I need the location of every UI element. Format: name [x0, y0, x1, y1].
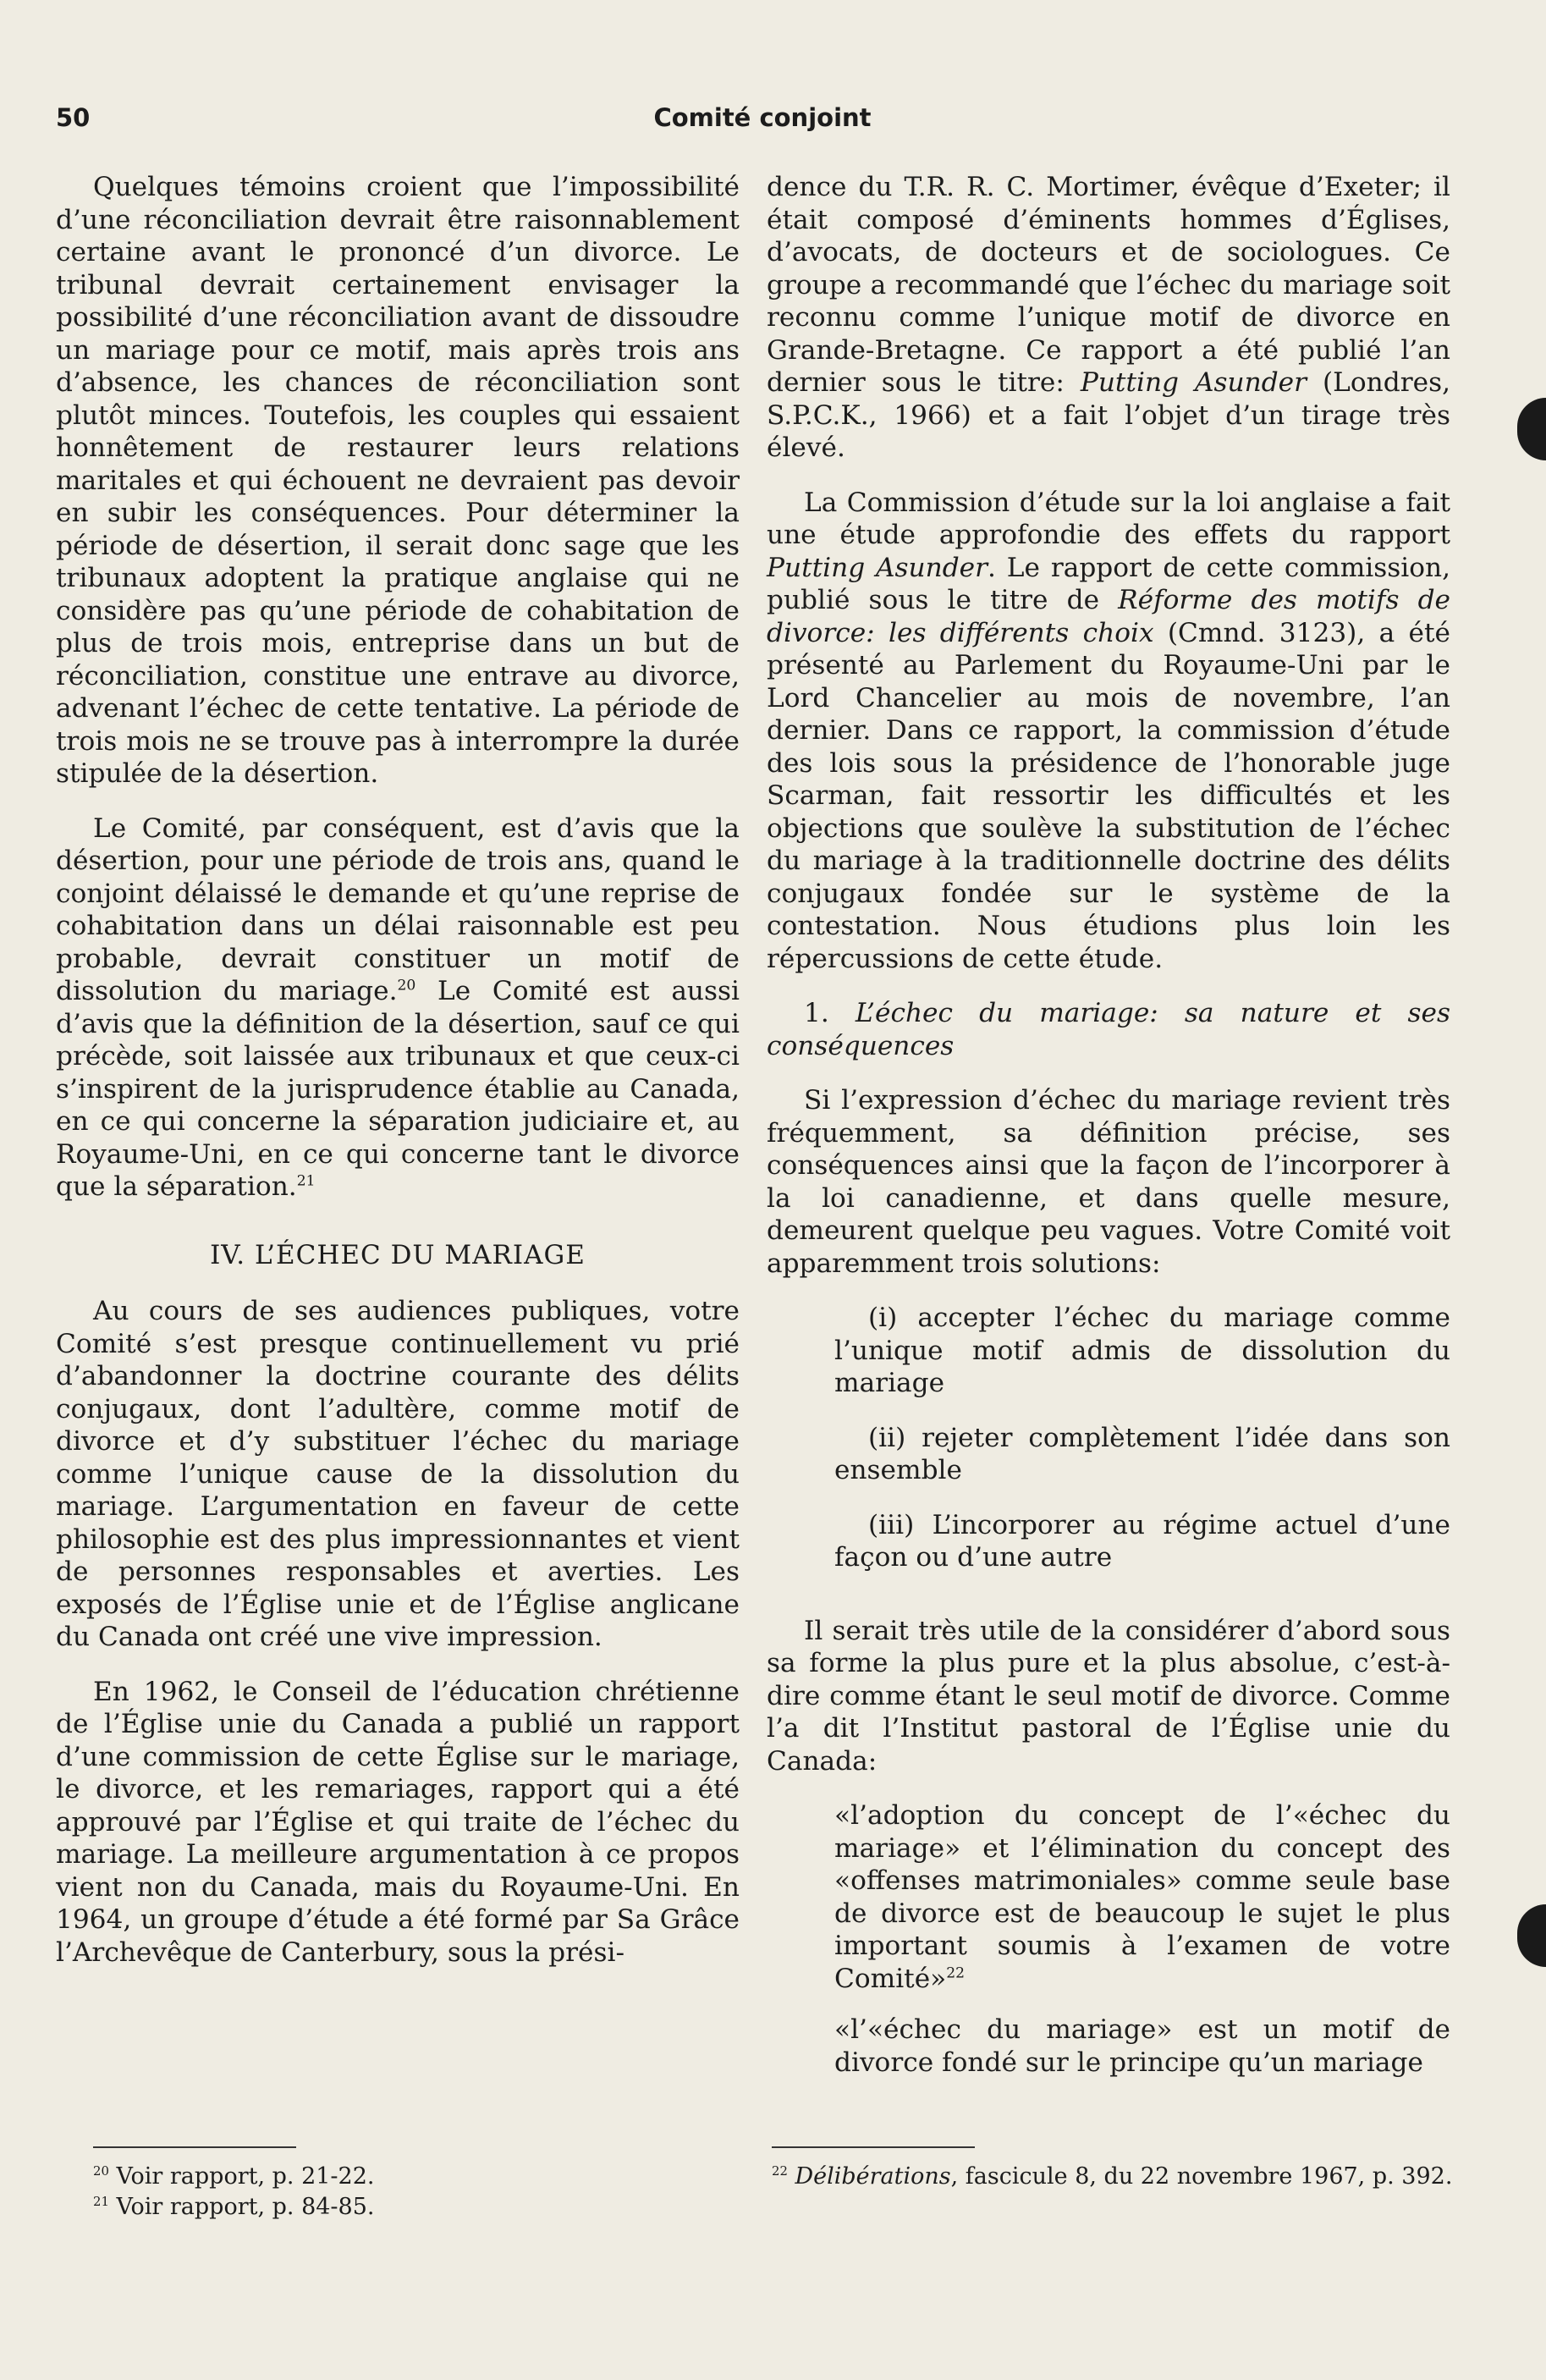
title-italic: Réforme des motifs de divorce: les différents choix [767, 585, 1450, 648]
paragraph: Quelques témoins croient que l’impossibilité d’une réconciliation devrait être raisonnablement certaine avant le prononcé d’un divorce. Le tribunal devrait certainement envisager la possibilité d’une réconciliation avant de dissoudre un mariage pour ce motif, mais après trois ans d’absence, les chances de réconciliation sont plutôt minces. Toutefois, les couples qui essaient honnêtement de restaurer leurs relations maritales et qui échouent ne devraient pas devoir en subir les conséquences. Pour déterminer la période de désertion, il serait donc sage que les tribunaux adoptent la pratique anglaise qui ne considère pas qu’une période de cohabitation de plus de trois mois, entreprise dans un but de réconciliation, constitue une entrave au divorce, advenant l’échec de cette tentative. La période de trois mois ne se trouve pas à interrompre la durée stipulée de la désertion. [56, 172, 740, 789]
paragraph [767, 487, 1450, 976]
paragraph: Il serait très utile de la considérer d’abord sous sa forme la plus pure et la plus absolue, c’est-à-dire comme étant le seul motif de divorce. Comme l’a dit l’Institut pastoral de l’Église unie du Canada: [767, 1615, 1450, 1777]
paragraph [56, 813, 740, 1204]
paragraph-text: (Cmnd. 3123), a été présenté au Parlement du Royaume-Uni par le Lord Chancelier au mois de novembre, l’an dernier. Dans ce rapport, la commission d’étude des lois sous la présidence de l’honorable juge Scarman, fait ressortir les difficultés et les objections que soulève la substitution de l’échec du mariage à la traditionnelle doctrine des délits conjugaux fondée sur le système de la contestation. Nous étudions plus loin les répercussions de cette étude. [767, 617, 1450, 974]
paragraph-text: (Londres, S.P.C.K., 1966) et a fait l’objet d’un tirage très élevé. [767, 367, 1450, 463]
footnotes-right [772, 2162, 1466, 2192]
paragraph-text: . Le rapport de cette commission, publié sous le titre de [767, 552, 1450, 615]
footnote-text: Voir rapport, p. 84-85. [108, 2194, 375, 2220]
left-column [56, 171, 740, 1991]
footnote-number: 22 [772, 2163, 788, 2179]
subsection-heading [767, 997, 1450, 1062]
page-number: 50 [56, 103, 91, 132]
running-title: Comité conjoint [653, 103, 872, 132]
paragraph-text: dence du T.R. R. C. Mortimer, évêque d’Exeter; il était composé d’éminents hommes d’Églises, d’avocats, de docteurs et de sociologues. Ce groupe a recommandé que l’échec du mariage soit reconnu comme l’unique motif de divorce en Grande-Bretagne. Ce rapport a été publié l’an dernier sous le titre: [767, 172, 1450, 398]
list-item: (i) accepter l’échec du mariage comme l’unique motif admis de dissolution du mariage [834, 1303, 1450, 1398]
paragraph: Au cours de ses audiences publiques, votre Comité s’est presque continuellement vu prié d’abandonner la doctrine courante des délits conjugaux, dont l’adultère, comme motif de divorce et d’y substituer l’échec du mariage comme l’unique cause de la dissolution du mariage. L’argumentation en faveur de cette philosophie est des plus impressionnantes et vient de personnes responsables et averties. Les exposés de l’Église unie et de l’Église anglicane du Canada ont créé une vive impression. [56, 1296, 740, 1652]
list-item: (ii) rejeter complètement l’idée dans son ensemble [834, 1422, 1450, 1485]
subsection-number: 1. [804, 998, 856, 1028]
footnote [772, 2162, 1466, 2192]
title-italic: Putting Asunder [767, 552, 988, 583]
footnote-text: , fascicule 8, du 22 novembre 1967, p. 392. [950, 2163, 1453, 2190]
title-italic: Putting Asunder [1080, 367, 1307, 398]
subsection-title: L’échec du mariage: sa nature et ses conséquences [767, 998, 1450, 1061]
footnote [93, 2192, 702, 2223]
footnote-divider [772, 2146, 975, 2148]
footnote-ref: 20 [397, 977, 416, 994]
paragraph: En 1962, le Conseil de l’éducation chrétienne de l’Église unie du Canada a publié un rapport d’une commission de cette Église sur le mariage, le divorce, et les remariages, rapport qui a été approuvé par l’Église et qui traite de l’échec du mariage. La meilleure argumentation à ce propos vient non du Canada, mais du Royaume-Uni. En 1964, un groupe d’étude a été formé par Sa Grâce l’Archevêque de Canterbury, sous la prési- [56, 1676, 740, 1968]
binder-hole [1517, 1904, 1546, 1967]
paragraph-text: La Commission d’étude sur la loi anglaise a fait une étude approfondie des effets du rapport [767, 487, 1450, 550]
section-heading: IV. L’ÉCHEC DU MARIAGE [210, 1239, 586, 1270]
paragraph-text: Le Comité, par conséquent, est d’avis que la désertion, pour une période de trois ans, quand le conjoint délaissé le demande et qu’une reprise de cohabitation dans un délai raisonnable est peu probable, devrait constituer un motif de dissolution du mariage. [56, 813, 740, 1006]
right-column [767, 171, 1450, 2097]
block-quote: «l’«échec du mariage» est un motif de divorce fondé sur le principe qu’un mariage [834, 2014, 1450, 2078]
page-header [56, 103, 1469, 137]
footnote-number: 20 [93, 2163, 109, 2179]
footnote-divider [93, 2146, 296, 2148]
footnote-ref: 22 [946, 1964, 966, 1982]
footnote-italic: Délibérations [787, 2163, 951, 2190]
paragraph [767, 171, 1450, 465]
footnotes-left [93, 2162, 702, 2223]
quote-text: «l’adoption du concept de l’«échec du mariage» et l’élimination du concept des «offenses matrimoniales» comme seule base de divorce est de beaucoup le sujet le plus important soumis à l’examen de votre Comité» [834, 1800, 1450, 1994]
footnote-text: Voir rapport, p. 21-22. [108, 2163, 375, 2190]
block-quote [834, 1799, 1450, 1995]
footnote [93, 2162, 702, 2192]
paragraph-text: Le Comité est aussi d’avis que la définition de la désertion, sauf ce qui précède, soit laissée aux tribunaux et que ceux-ci s’inspirent de la jurisprudence établie au Canada, en ce qui concerne la séparation judiciaire et, au Royaume-Uni, en ce qui concerne tant le divorce que la séparation. [56, 976, 740, 1202]
footnote-ref: 21 [296, 1172, 316, 1190]
binder-hole [1517, 398, 1546, 460]
footnote-number: 21 [93, 2194, 109, 2209]
paragraph: Si l’expression d’échec du mariage revient très fréquemment, sa définition précise, ses conséquences ainsi que la façon de l’incorporer à la loi canadienne, et dans quelle mesure, demeurent quelque peu vagues. Votre Comité voit apparemment trois solutions: [767, 1085, 1450, 1279]
list-item: (iii) L’incorporer au régime actuel d’une façon ou d’une autre [834, 1509, 1450, 1573]
